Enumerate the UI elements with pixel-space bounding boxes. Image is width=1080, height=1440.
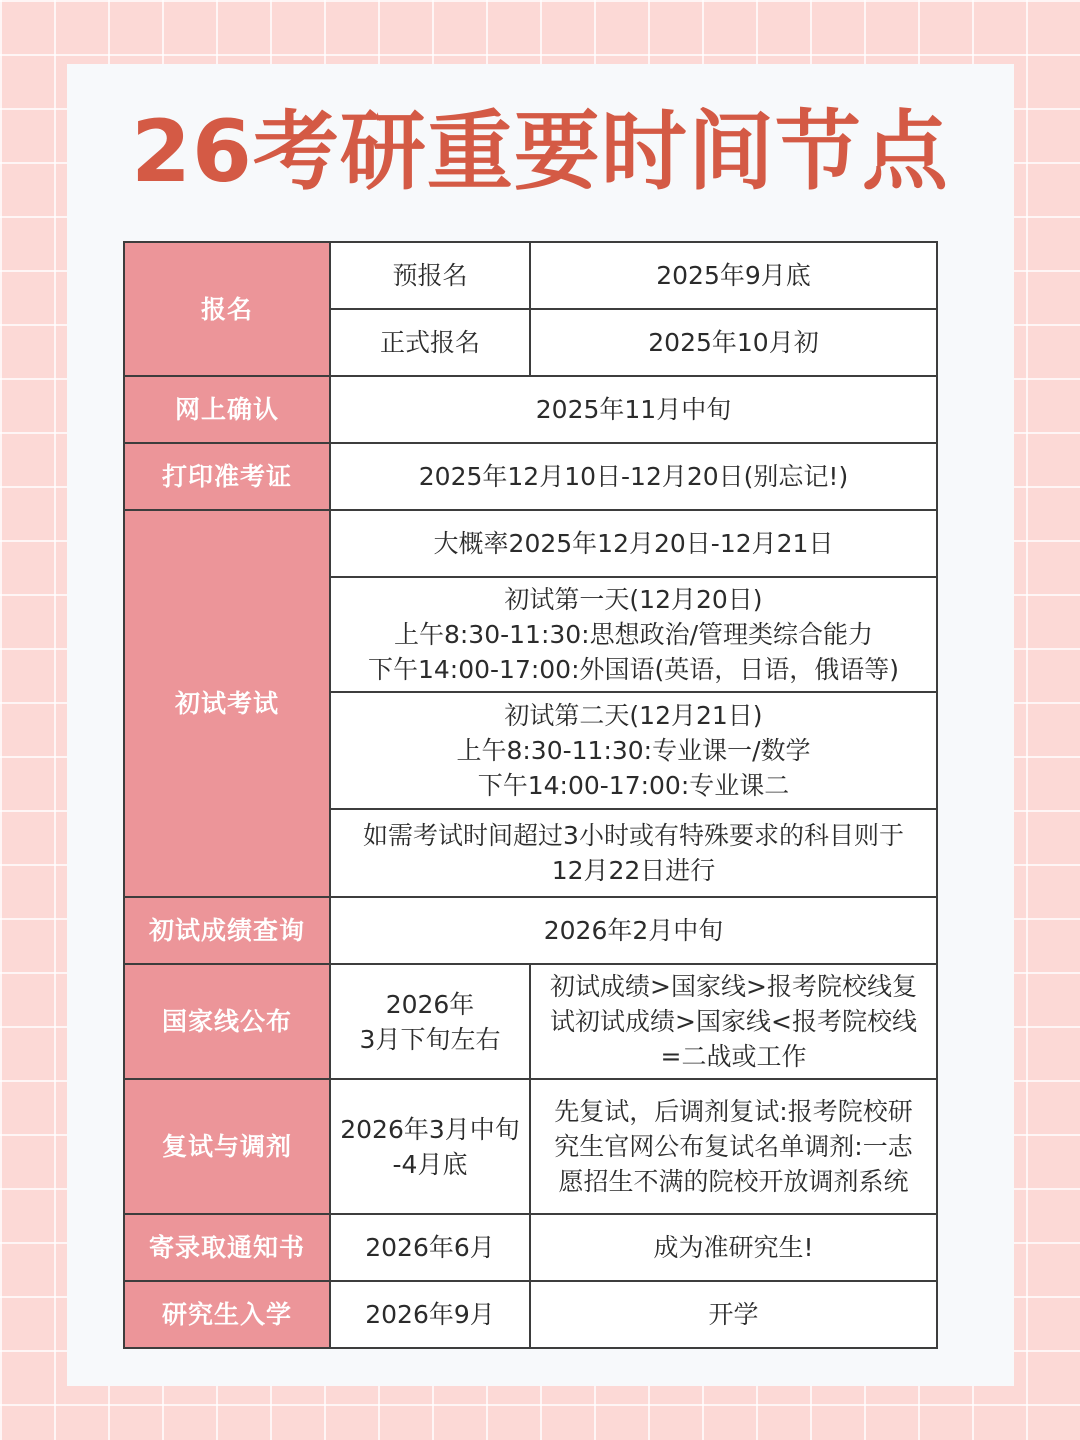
cell-ruxue-time: 2026年9月 <box>330 1281 530 1348</box>
label-ruxue: 研究生入学 <box>124 1281 330 1348</box>
day1-line: 上午8:30-11:30:思想政治/管理类综合能力 <box>393 620 874 649</box>
cell-guojiaxian-desc <box>530 964 937 1079</box>
label-fushi: 复试与调剂 <box>124 1079 330 1214</box>
desc-line: =二战或工作 <box>660 1042 807 1071</box>
day2-line: 下午14:00-17:00:专业课二 <box>477 771 790 800</box>
page-title: 26考研重要时间节点 <box>131 102 949 202</box>
table-row <box>124 443 937 510</box>
day2-line: 上午8:30-11:30:专业课一/数学 <box>456 736 811 765</box>
cell-luqu-desc: 成为准研究生! <box>530 1214 937 1281</box>
label-chengji: 初试成绩查询 <box>124 897 330 964</box>
time-line: 2026年3月中旬 <box>340 1114 520 1144</box>
desc-line: 先复试，后调剂复试:报考院校研 <box>554 1097 913 1126</box>
table-row <box>124 897 937 964</box>
table-row <box>124 964 937 1079</box>
cell-zhengshi: 正式报名 <box>330 309 530 376</box>
label-queren: 网上确认 <box>124 376 330 443</box>
label-chushi: 初试考试 <box>124 510 330 897</box>
cell-chushi-date: 大概率2025年12月20日-12月21日 <box>330 510 937 577</box>
table-row <box>124 376 937 443</box>
note-line: 12月22日进行 <box>551 856 716 885</box>
label-baoming: 报名 <box>124 242 330 376</box>
cell-guojiaxian-time <box>330 964 530 1079</box>
desc-line: 初试成绩>国家线>报考院校线复 <box>550 972 917 1001</box>
cell-fushi-time <box>330 1079 530 1214</box>
desc-line: 试初试成绩>国家线<报考院校线 <box>550 1007 917 1036</box>
cell-luqu-time: 2026年6月 <box>330 1214 530 1281</box>
table-row <box>124 242 937 309</box>
cell-queren-date: 2025年11月中旬 <box>330 376 937 443</box>
time-line: 3月下旬左右 <box>359 1024 501 1054</box>
label-zhunkaozheng: 打印准考证 <box>124 443 330 510</box>
cell-chushi-day2 <box>330 692 937 809</box>
cell-yubaoming: 预报名 <box>330 242 530 309</box>
timeline-table <box>123 241 938 1349</box>
label-guojiaxian: 国家线公布 <box>124 964 330 1079</box>
day1-line: 初试第一天(12月20日) <box>504 585 763 614</box>
table-row <box>124 1281 937 1348</box>
desc-line: 愿招生不满的院校开放调剂系统 <box>558 1167 909 1196</box>
day2-line: 初试第二天(12月21日) <box>504 701 763 730</box>
table-row <box>124 1079 937 1214</box>
cell-chengji-date: 2026年2月中旬 <box>330 897 937 964</box>
time-line: -4月底 <box>392 1149 468 1179</box>
cell-chushi-day1 <box>330 577 937 692</box>
cell-ruxue-desc: 开学 <box>530 1281 937 1348</box>
cell-zhunkaozheng-date: 2025年12月10日-12月20日(别忘记!) <box>330 443 937 510</box>
cell-zhengshi-date: 2025年10月初 <box>530 309 937 376</box>
label-luqu: 寄录取通知书 <box>124 1214 330 1281</box>
desc-line: 究生官网公布复试名单调剂:一志 <box>554 1132 913 1161</box>
day1-line: 下午14:00-17:00:外国语(英语，日语，俄语等) <box>367 655 900 684</box>
cell-chushi-note <box>330 809 937 897</box>
cell-fushi-desc <box>530 1079 937 1214</box>
table-row <box>124 1214 937 1281</box>
time-line: 2026年 <box>385 989 475 1019</box>
cell-yubaoming-date: 2025年9月底 <box>530 242 937 309</box>
note-line: 如需考试时间超过3小时或有特殊要求的科目则于 <box>363 821 904 850</box>
table-row <box>124 510 937 577</box>
